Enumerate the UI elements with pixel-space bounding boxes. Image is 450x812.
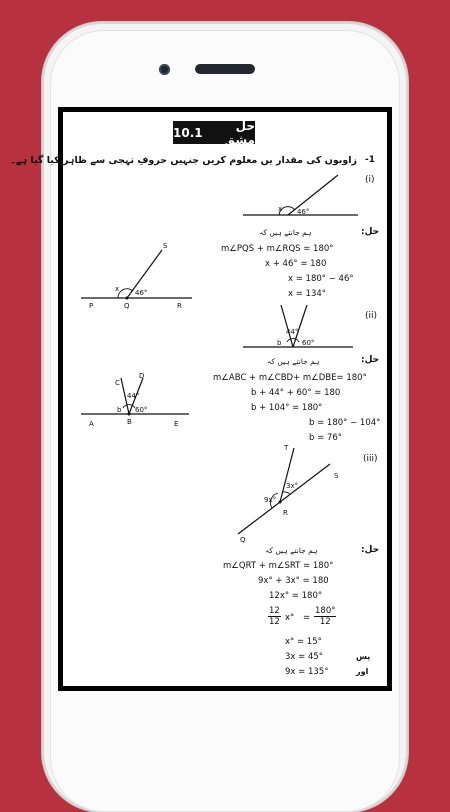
solution-2-label: حل: bbox=[361, 355, 380, 365]
fig2-point-c: C bbox=[115, 379, 120, 387]
fig3-point-t: T bbox=[284, 444, 289, 452]
solution-1-line-4: x = 134° bbox=[288, 289, 327, 299]
figure-1 bbox=[77, 240, 197, 310]
fig2-angle-44: 44° bbox=[127, 392, 140, 400]
fraction-right-numerator: 180° bbox=[315, 606, 336, 616]
solution-1-label: حل: bbox=[361, 227, 380, 237]
part-iii-label: (iii) bbox=[363, 454, 378, 464]
fig3-angle-9x: 9x° bbox=[264, 496, 277, 504]
solution-1-line-1: m∠PQS + m∠RQS = 180° bbox=[221, 244, 334, 254]
fig1-point-s: S bbox=[163, 242, 168, 250]
fig2-small-b: b bbox=[277, 339, 282, 347]
solution-3-fraction-right bbox=[314, 606, 336, 627]
fraction-left-denominator: 12 bbox=[269, 617, 280, 627]
fig2-point-d: D bbox=[139, 372, 145, 380]
textbook-page[interactable] bbox=[10, 112, 387, 686]
fig2-angle-b: b bbox=[117, 406, 122, 414]
side-word-then: پس bbox=[356, 652, 371, 661]
fig2-small-60: 60° bbox=[302, 339, 315, 347]
solution-2-line-1: m∠ABC + m∠CBD+ m∠DBE= 180° bbox=[213, 373, 367, 383]
part-i-label: (i) bbox=[365, 175, 375, 185]
solution-3-line-7: 9x = 135° bbox=[285, 667, 329, 677]
fig1-point-r: R bbox=[177, 302, 182, 310]
fig2-point-e: E bbox=[174, 420, 179, 428]
side-word-and: اور bbox=[356, 667, 369, 676]
solution-3-intro: ہم جانتے ہیں کہ bbox=[265, 546, 318, 555]
figure-2 bbox=[77, 370, 192, 430]
fig3-angle-3x: 3x° bbox=[286, 482, 299, 490]
part-ii-label: (ii) bbox=[365, 311, 378, 321]
solution-3-fraction-eq: = bbox=[303, 613, 311, 623]
front-camera-icon bbox=[159, 64, 170, 75]
fig1-small-angle-46: 46° bbox=[297, 208, 310, 216]
exercise-number: 10.1 bbox=[173, 125, 203, 140]
figure-2-small bbox=[243, 302, 353, 352]
fig3-point-r: R bbox=[283, 509, 288, 517]
solution-2-intro: ہم جانتے ہیں کہ bbox=[267, 357, 320, 366]
fig2-point-b: B bbox=[127, 418, 132, 426]
question-number: -1 bbox=[365, 155, 375, 165]
screen bbox=[10, 107, 392, 691]
solution-3-line-1: m∠QRT + m∠SRT = 180° bbox=[223, 561, 334, 571]
fig1-angle-x: x bbox=[115, 285, 120, 293]
fraction-left-numerator: 12 bbox=[269, 606, 280, 616]
fig3-point-q: Q bbox=[240, 536, 246, 544]
earpiece-speaker bbox=[195, 64, 255, 74]
fig1-small-angle-x: x bbox=[278, 205, 283, 213]
solution-3-label: حل: bbox=[361, 545, 380, 555]
fig3-point-s: S bbox=[334, 472, 339, 480]
fraction-right-denominator: 12 bbox=[319, 617, 331, 627]
solution-2-line-2: b + 44° + 60° = 180 bbox=[251, 388, 341, 398]
exercise-title-label: حل مشق bbox=[224, 118, 255, 147]
fig1-angle-46: 46° bbox=[135, 289, 148, 297]
exercise-title bbox=[173, 118, 255, 147]
solution-2-line-4: b = 180° − 104° bbox=[309, 418, 381, 428]
solution-3-fraction-left bbox=[268, 606, 281, 627]
fig2-small-44: 44° bbox=[286, 328, 299, 336]
solution-3-line-3: 12x° = 180° bbox=[269, 591, 323, 601]
fig1-point-q: Q bbox=[124, 302, 130, 310]
solution-3-line-6: 3x = 45° bbox=[285, 652, 324, 662]
solution-1-intro: ہم جانتے ہیں کہ bbox=[259, 228, 312, 237]
solution-1-line-3: x = 180° − 46° bbox=[288, 274, 354, 284]
solution-3-line-2: 9x° + 3x° = 180 bbox=[258, 576, 329, 586]
fig2-point-a: A bbox=[89, 420, 94, 428]
solution-3-fraction-var: x° bbox=[285, 613, 295, 623]
question-text: زاویوں کی مقدار یں معلوم کریں جنہیں حروفِ تہجی سے ظاہر کیا گیا ہے۔ bbox=[10, 155, 357, 166]
figure-1-small bbox=[233, 170, 363, 220]
fig1-point-p: P bbox=[89, 302, 94, 310]
solution-3-line-5: x° = 15° bbox=[285, 637, 322, 647]
solution-2-line-3: b + 104° = 180° bbox=[251, 403, 323, 413]
solution-1-line-2: x + 46° = 180 bbox=[265, 259, 327, 269]
figure-3 bbox=[228, 442, 358, 542]
solution-2-line-5: b = 76° bbox=[309, 433, 342, 443]
fig2-angle-60: 60° bbox=[135, 406, 148, 414]
